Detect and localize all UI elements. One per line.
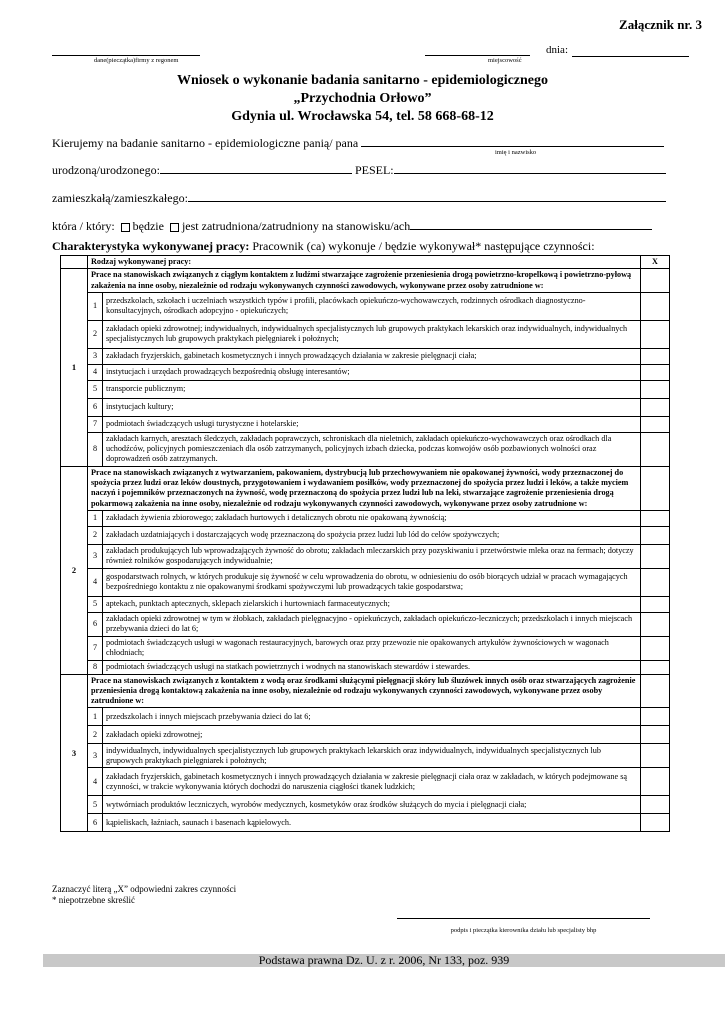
table-header-mark: X (641, 256, 670, 269)
birth-label: urodzoną/urodzonego: (52, 163, 160, 177)
table-row (61, 544, 670, 568)
mark-cell[interactable] (641, 466, 670, 510)
company-stamp-line[interactable] (52, 55, 200, 56)
residence-label: zamieszkałą/zamieszkałego: (52, 191, 188, 205)
table-row (61, 380, 670, 398)
mark-cell[interactable] (641, 814, 670, 832)
item-text: transporcie publicznym; (103, 380, 641, 398)
table-row (61, 796, 670, 814)
item-text: zakładach uzdatniających i dostarczających wodę przeznaczoną do spożycia przez ludzi lub lód do celów spożywczych; (103, 526, 641, 544)
table-row (61, 364, 670, 380)
item-number: 3 (88, 348, 103, 364)
mark-cell[interactable] (641, 568, 670, 596)
title-line-3: Gdynia ul. Wrocławska 54, tel. 58 668-68-12 (231, 109, 494, 124)
item-number: 6 (88, 814, 103, 832)
item-number: 2 (88, 320, 103, 348)
mark-cell[interactable] (641, 526, 670, 544)
group-row (61, 269, 670, 293)
group-title: Prace na stanowiskach związanych z kontaktem z wodą oraz środkami służącymi pielęgnacji skóry lub śluzówek innych osób oraz stwarzających zagrożenie przeniesienia drogą kontaktową zakażenia na inne osoby, niezależnie od rodzaju wykonywanych czynności zawodowych, wykonywane przez osoby zatrudnione w: (88, 674, 641, 708)
table-row (61, 416, 670, 432)
title-line-2: „Przychodnia Orłowo” (293, 91, 432, 106)
mark-cell[interactable] (641, 726, 670, 744)
group-title: Prace na stanowiskach związanych z ciągłym kontaktem z ludźmi stwarzające zagrożenie przeniesienia drogą powietrzno-kropelkową i powietrzno-pyłową zakażenia na inne osoby, niezależnie od rodzaju wykonywanych czynności zawodowych, wykonywane przez osoby zatrudnione w: (88, 269, 641, 293)
item-text: zakładach fryzjerskich, gabinetach kosmetycznych i innych prowadzących działania w zakresie pielęgnacji ciała; (103, 348, 641, 364)
table-row (61, 660, 670, 674)
footnote-mark-instruction: Zaznaczyć literą „X” odpowiedni zakres czynności (52, 884, 237, 894)
table-row (61, 568, 670, 596)
item-number: 3 (88, 544, 103, 568)
date-label: dnia: (546, 44, 568, 56)
table-row (61, 510, 670, 526)
mark-cell[interactable] (641, 364, 670, 380)
characteristics-heading: Charakterystyka wykonywanej pracy: (52, 239, 250, 253)
mark-cell[interactable] (641, 380, 670, 398)
item-number: 4 (88, 364, 103, 380)
residence-row (52, 191, 666, 206)
characteristics-row (52, 239, 595, 254)
patient-name-field[interactable] (361, 136, 664, 147)
mark-cell[interactable] (641, 510, 670, 526)
residence-field[interactable] (188, 191, 666, 202)
table-row (61, 726, 670, 744)
pesel-field[interactable] (394, 163, 666, 174)
table-header-row (61, 256, 670, 269)
company-stamp-label: dane(pieczątka)firmy z regonem (94, 57, 179, 64)
mark-cell[interactable] (641, 674, 670, 708)
table-row (61, 432, 670, 466)
item-number: 4 (88, 768, 103, 796)
item-number: 4 (88, 568, 103, 596)
group-number: 1 (61, 269, 88, 466)
table-row (61, 526, 670, 544)
item-text: kąpieliskach, łaźniach, saunach i basenach kąpielowych. (103, 814, 641, 832)
table-row (61, 612, 670, 636)
group-title: Prace na stanowiskach związanych z wytwarzaniem, pakowaniem, dystrybucją lub przechowywaniem nie opakowanej żywności, wody przeznaczonej do spożycia przez ludzi oraz leków doustnych, przygotowaniem i wydawaniem posiłków, wody przeznaczonej do spożycia przez ludzi i leków, a także myciem naczyń i pojemników przeznaczonych na żywność, wodę przeznaczoną do spożycia przez ludzi lub na leki, stwarzające zagrożenie przeniesienia drogą pokarmową zakażenia na inne osoby, niezależnie od rodzaju wykonywanych czynności zawodowych, wykonywane przez osoby zatrudnione w: (88, 466, 641, 510)
mark-cell[interactable] (641, 544, 670, 568)
who-label: która / który: (52, 219, 115, 233)
document-title (0, 72, 725, 126)
table-row (61, 292, 670, 320)
footnote-strike-instruction: * niepotrzebne skreślić (52, 895, 135, 905)
item-text: instytucjach kultury; (103, 398, 641, 416)
table-row (61, 636, 670, 660)
footnotes (52, 884, 236, 906)
will-be-checkbox[interactable] (121, 223, 130, 232)
item-number: 5 (88, 796, 103, 814)
item-text: aptekach, punktach aptecznych, sklepach zielarskich i hurtowniach farmaceutycznych; (103, 596, 641, 612)
mark-cell[interactable] (641, 292, 670, 320)
mark-cell[interactable] (641, 636, 670, 660)
item-text: indywidualnych, indywidualnych specjalistycznych lub grupowych praktykach lekarskich oraz indywidualnych, indywidualnych specjalistycznych lub grupowych praktykach pielęgniarek i położnych; (103, 744, 641, 768)
mark-cell[interactable] (641, 768, 670, 796)
item-number: 3 (88, 744, 103, 768)
item-number: 5 (88, 596, 103, 612)
refer-row (52, 136, 664, 151)
group-row (61, 674, 670, 708)
table-row (61, 398, 670, 416)
item-text: przedszkolach, szkołach i uczelniach wszystkich typów i profili, placówkach opiekuńczo-wychowawczych, rodzinnych ośrodkach diagnostyczno-konsultacyjnych, ośrodkach adopcyjno - opiekuńczych; (103, 292, 641, 320)
item-number: 7 (88, 636, 103, 660)
will-be-label: będzie (132, 219, 164, 233)
mark-cell[interactable] (641, 398, 670, 416)
pesel-label: PESEL: (354, 163, 394, 177)
name-sublabel: imię i nazwisko (495, 149, 537, 156)
table-row (61, 320, 670, 348)
birth-date-field[interactable] (160, 163, 352, 174)
birth-row (52, 163, 666, 178)
mark-cell[interactable] (641, 660, 670, 674)
item-text: zakładach żywienia zbiorowego; zakładach hurtowych i detalicznych obrotu nie opakowaną żywnością; (103, 510, 641, 526)
item-number: 8 (88, 660, 103, 674)
place-label: miejscowość (488, 57, 522, 64)
mark-cell[interactable] (641, 796, 670, 814)
item-number: 7 (88, 416, 103, 432)
is-checkbox[interactable] (170, 223, 179, 232)
item-text: wytwórniach produktów leczniczych, wyrobów medycznych, kosmetyków oraz środków służących do mycia i pielęgnacji ciała; (103, 796, 641, 814)
group-number: 2 (61, 466, 88, 674)
table-header-label: Rodzaj wykonywanej pracy: (88, 256, 641, 269)
table-row (61, 596, 670, 612)
mark-cell[interactable] (641, 744, 670, 768)
mark-cell[interactable] (641, 612, 670, 636)
title-line-1: Wniosek o wykonanie badania sanitarno - epidemiologicznego (176, 73, 549, 88)
mark-cell[interactable] (641, 708, 670, 726)
table-row (61, 348, 670, 364)
mark-cell[interactable] (641, 320, 670, 348)
item-text: przedszkolach i innych miejscach przebywania dzieci do lat 6; (103, 708, 641, 726)
table-row (61, 768, 670, 796)
item-number: 5 (88, 380, 103, 398)
table-row (61, 814, 670, 832)
table-header-spacer (61, 256, 88, 269)
group-row (61, 466, 670, 510)
characteristics-text: Pracownik (ca) wykonuje / będzie wykonywał* następujące czynności: (252, 239, 595, 253)
signature-label: podpis i pieczątka kierownika działu lub specjalisty bhp (450, 927, 597, 934)
item-number: 2 (88, 726, 103, 744)
item-text: zakładach opieki zdrowotnej; (103, 726, 641, 744)
item-text: podmiotach świadczących usługi w wagonach restauracyjnych, barowych oraz przy przewozie nie opakowanych artykułów żywnościowych w wagonach chłodniach; (103, 636, 641, 660)
date-line[interactable] (572, 56, 689, 57)
item-text: zakładach produkujących lub wprowadzających żywność do obrotu; zakładach mleczarskich przy pozyskiwaniu i przetwórstwie mleka oraz na fermach; dotyczy również rolników gospodarujących indywidualnie; (103, 544, 641, 568)
item-text: instytucjach i urzędach prowadzących bezpośrednią obsługę interesantów; (103, 364, 641, 380)
mark-cell[interactable] (641, 416, 670, 432)
item-number: 6 (88, 398, 103, 416)
item-text: zakładach opieki zdrowotnej w tym w żłobkach, zakładach pielęgnacyjno - opiekuńczych, zakładach opiekuńczo-leczniczych; przedszkolach i innych miejscach przebywania dzieci do lat 6; (103, 612, 641, 636)
item-number: 6 (88, 612, 103, 636)
item-text: zakładach opieki zdrowotnej; indywidualnych, indywidualnych specjalistycznych lub grupowych praktykach lekarskich oraz indywidualnych, indywidualnych specjalistycznych lub grupowych praktykach pielęgniarek i położnych; (103, 320, 641, 348)
annex-label: Załącznik nr. 3 (619, 17, 702, 32)
mark-cell[interactable] (641, 348, 670, 364)
table-row (61, 708, 670, 726)
item-number: 2 (88, 526, 103, 544)
group-number: 3 (61, 674, 88, 832)
is-label: jest (181, 219, 199, 233)
employment-row (52, 219, 652, 234)
legal-basis: Podstawa prawna Dz. U. z r. 2006, Nr 133, poz. 939 (43, 954, 725, 967)
item-number: 1 (88, 510, 103, 526)
item-text: zakładach fryzjerskich, gabinetach kosmetycznych i innych prowadzących działania w zakresie pielęgnacji ciała oraz w zakładach, w których podejmowane są czynności, w trakcie wykonywania których dochodzi do naruszenia ciągłości tkanek ludzkich; (103, 768, 641, 796)
signature-line[interactable] (397, 918, 650, 919)
item-number: 1 (88, 292, 103, 320)
table-row (61, 744, 670, 768)
item-text: podmiotach świadczących usługi turystyczne i hotelarskie; (103, 416, 641, 432)
item-text: gospodarstwach rolnych, w których produkuje się żywność w celu wprowadzenia do obrotu, w odniesieniu do osób biorących udział w pracach wymagających bezpośredniego kontaktu z nie opakowanymi środkami spożywczymi lub prowadzących takie gospodarstwa; (103, 568, 641, 596)
work-type-table (60, 255, 670, 832)
mark-cell[interactable] (641, 269, 670, 293)
place-line[interactable] (425, 55, 530, 56)
mark-cell[interactable] (641, 432, 670, 466)
refer-label: Kierujemy na badanie sanitarno - epidemiologiczne panią/ pana (52, 136, 359, 150)
mark-cell[interactable] (641, 596, 670, 612)
item-text: zakładach karnych, aresztach śledczych, zakładach poprawczych, schroniskach dla nieletnich, zakładach opiekuńczo-wychowawczych oraz ośrodkach dla uchodźców, policyjnych pomieszczeniach dla osób zatrzymanych, policyjnych izbach dziecka, podczas konwojów osób pozbawionych wolności oraz doprowadzeń osób zatrzymanych. (103, 432, 641, 466)
employed-label: zatrudniona/zatrudniony na stanowisku/ach (201, 219, 411, 233)
item-text: podmiotach świadczących usługi na statkach powietrznych i wodnych na stanowiskach stewardów i stewardes. (103, 660, 641, 674)
position-field[interactable] (410, 219, 652, 230)
item-number: 8 (88, 432, 103, 466)
item-number: 1 (88, 708, 103, 726)
